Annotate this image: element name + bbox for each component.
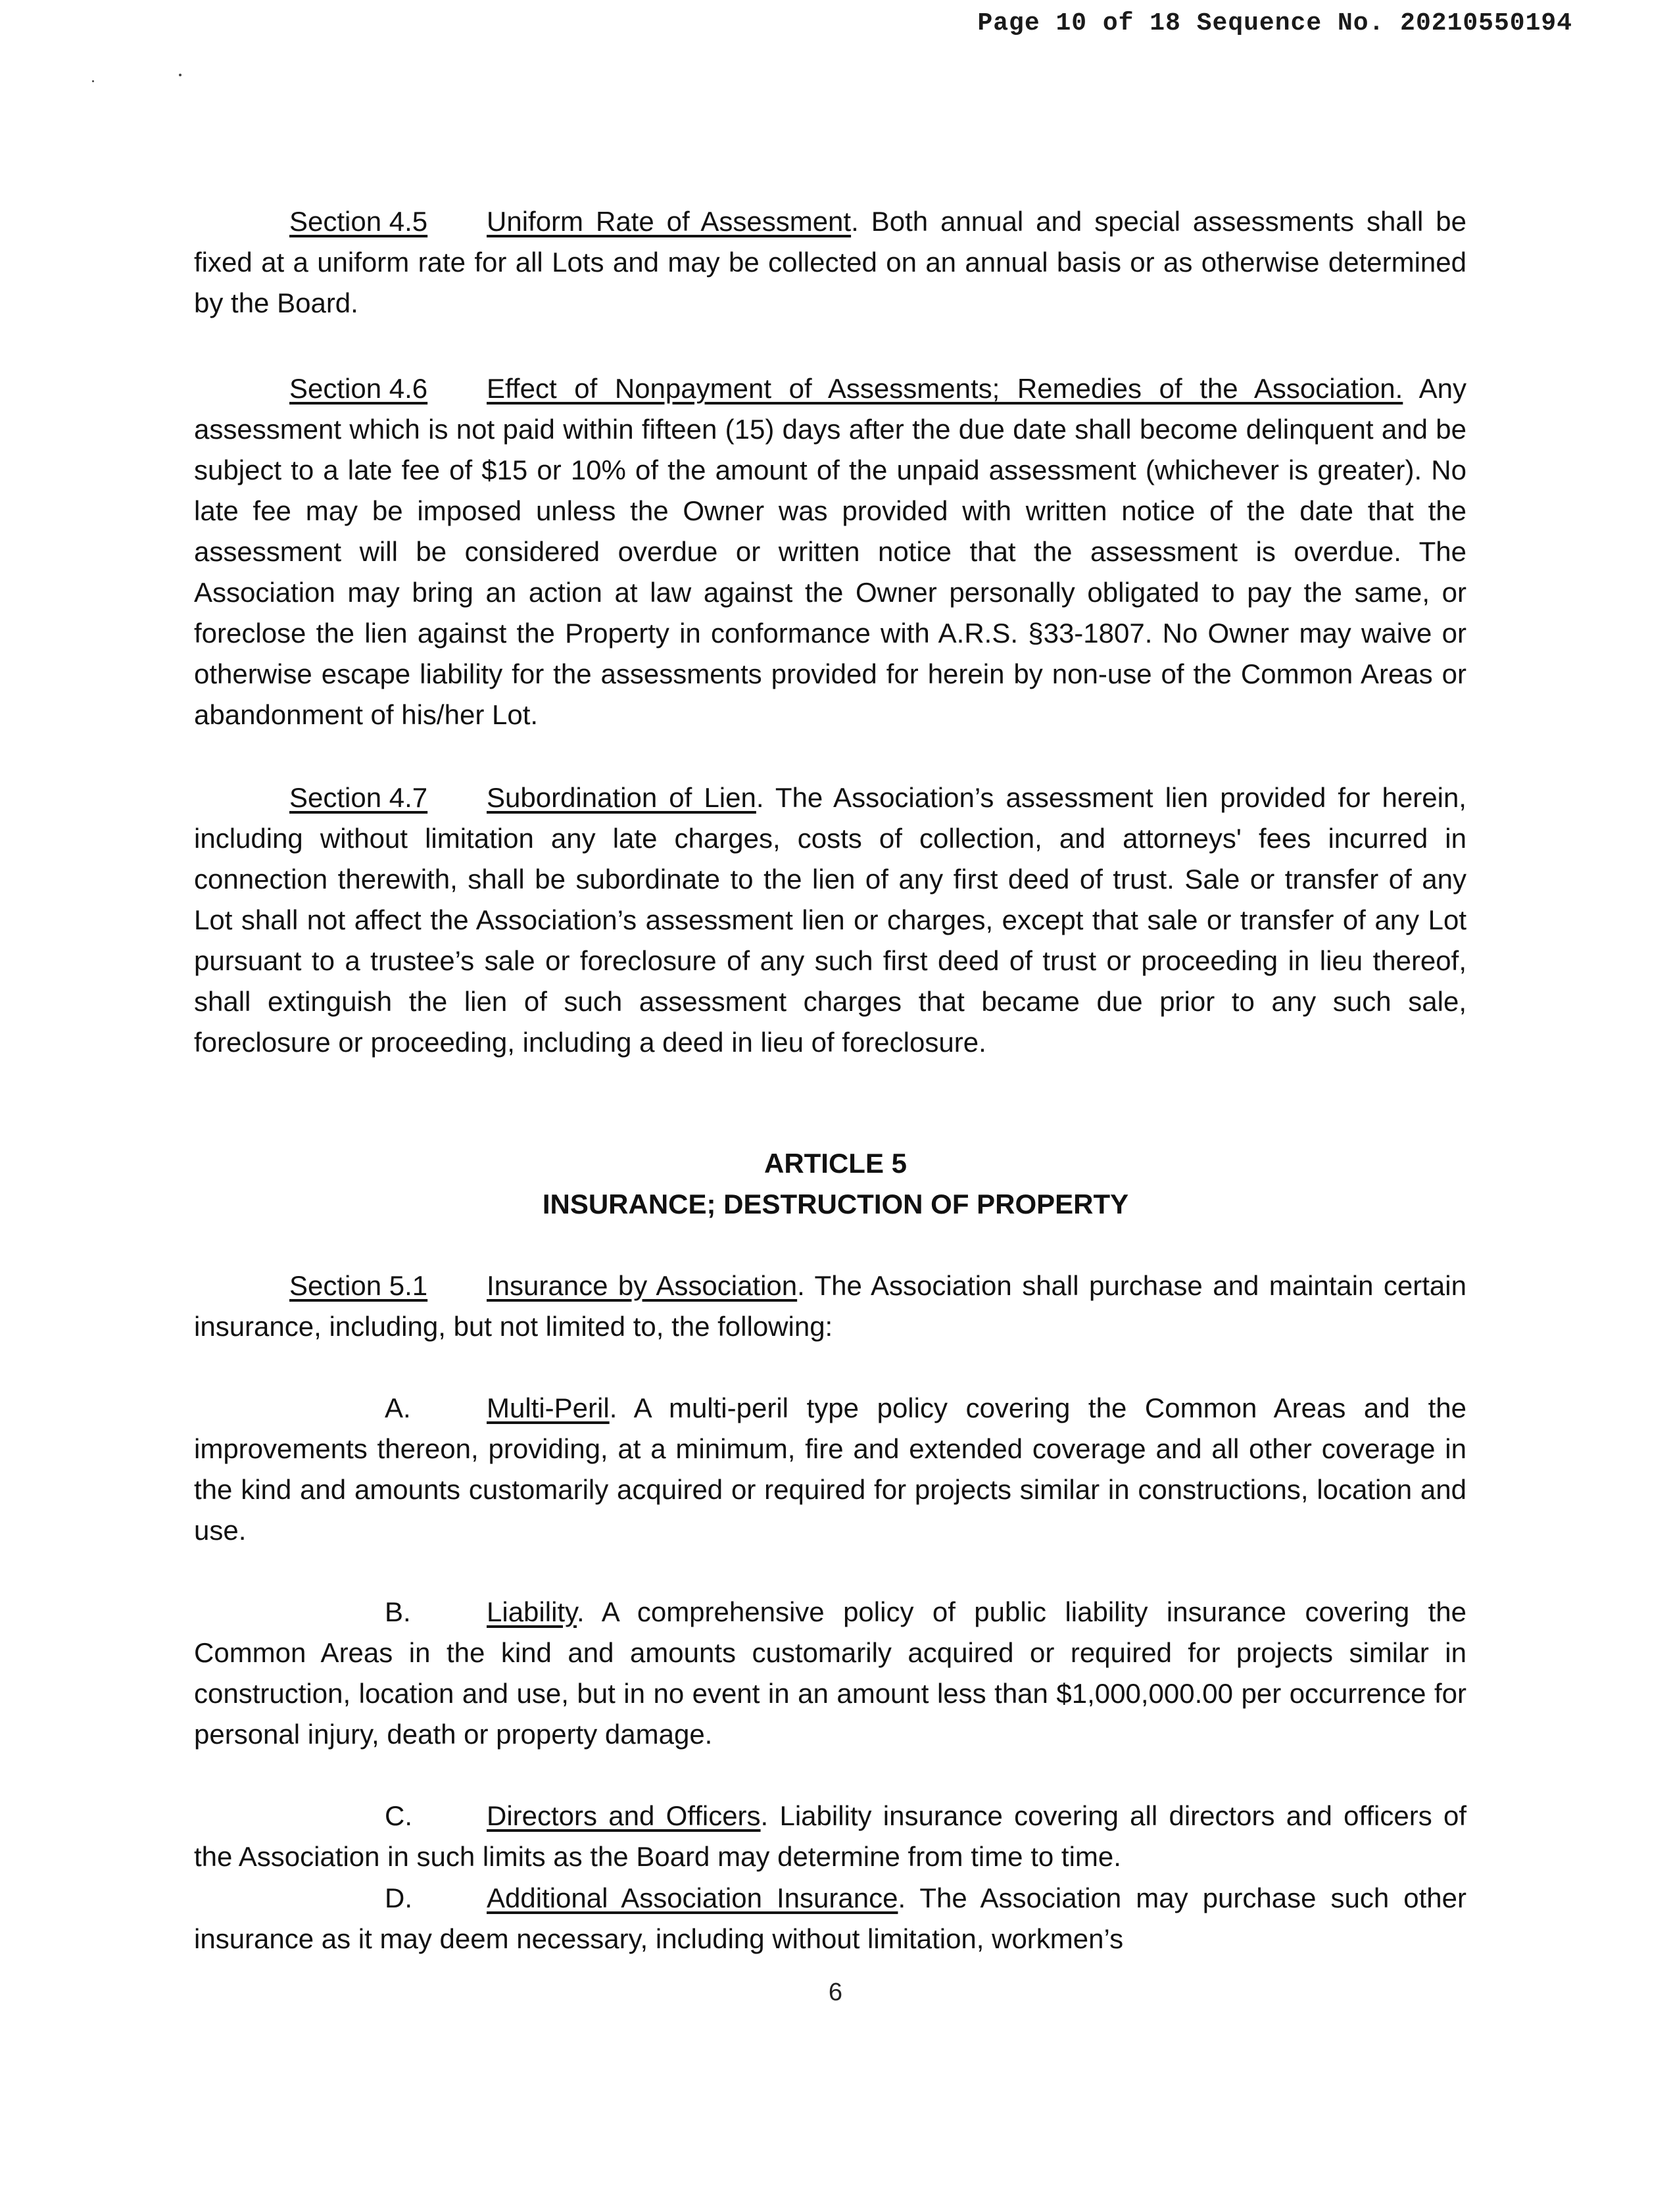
item-body: . A comprehensive policy of public liability insurance covering the Common Areas in the kind and amounts customarily acquired or required for projects similar in construction, location and use, but in no event in an amount less than $1,000,000.00 per occurrence for personal injury, death or property damage.: [194, 1596, 1466, 1750]
section-label: Section 4.5: [289, 206, 428, 237]
section-label: Section 5.1: [289, 1270, 428, 1301]
item-title: Multi-Peril: [487, 1392, 610, 1423]
paragraph: [194, 777, 1466, 1063]
section-title: Uniform Rate of Assessment: [487, 206, 852, 237]
item-title: Directors and Officers: [487, 1800, 761, 1831]
item-label: B.: [385, 1596, 411, 1627]
paragraph: [194, 1388, 1466, 1551]
item-body: . Liability insurance covering all directors and officers of the Association in such limits as the Board may determine from time to time.: [194, 1800, 1467, 1872]
section-title: Subordination of Lien: [487, 782, 756, 813]
section-4-5: [194, 201, 1466, 324]
item-c: [194, 1796, 1466, 1877]
paragraph: [194, 1878, 1466, 1959]
paragraph: [194, 368, 1466, 735]
item-body: . The Association may purchase such other insurance as it may deem necessary, including without limitation, workmen’s: [194, 1882, 1466, 1954]
article-number: ARTICLE 5: [763, 1148, 907, 1179]
item-label: D.: [385, 1882, 412, 1913]
section-title: Insurance by Association: [487, 1270, 798, 1301]
section-5-1: [194, 1266, 1466, 1347]
section-title: Effect of Nonpayment of Assessments; Remedies of the Association.: [487, 373, 1403, 404]
section-4-7: [194, 777, 1466, 1063]
item-body: . A multi-peril type policy covering the Common Areas and the improvements thereon, providing, at a minimum, fire and extended coverage and all other coverage in the kind and amounts customarily acquired or required for projects similar in constructions, location and use.: [194, 1392, 1466, 1546]
item-title: Additional Association Insurance: [487, 1882, 898, 1913]
item-title: Liability: [487, 1596, 577, 1627]
article-title: INSURANCE; DESTRUCTION OF PROPERTY: [542, 1189, 1129, 1219]
item-b: [194, 1592, 1466, 1755]
paragraph: [194, 1266, 1466, 1347]
item-d: [194, 1878, 1466, 1959]
item-label: C.: [385, 1800, 412, 1831]
section-body: . The Association’s assessment lien provided for herein, including without limitation any late charges, costs of collection, and attorneys' fees incurred in connection therewith, shall be subordinate to the lien of any first deed of trust. Sale or transfer of any Lot shall not affect the Association’s assessment lien or charges, except that sale or transfer of any Lot pursuant to a trustee’s sale or foreclosure of any such first deed of trust or proceeding in lieu thereof, shall extinguish the lien of such assessment charges that became due prior to any such sale, foreclosure or proceeding, including a deed in lieu of foreclosure.: [194, 782, 1466, 1058]
paragraph: [194, 1592, 1466, 1755]
item-a: [194, 1388, 1466, 1551]
section-body: . Both annual and special assessments shall be fixed at a uniform rate for all Lots and may be collected on an annual basis or as otherwise determined by the Board.: [194, 206, 1466, 318]
paragraph: [194, 201, 1466, 324]
item-label: A.: [385, 1392, 411, 1423]
scan-speck: [179, 74, 182, 76]
paragraph: [194, 1796, 1466, 1877]
section-label: Section 4.6: [289, 373, 428, 404]
page-number: 6: [828, 1979, 843, 2006]
section-body: Any assessment which is not paid within fifteen (15) days after the due date shall become delinquent and be subject to a late fee of $15 or 10% of the amount of the unpaid assessment (whichever is greater). No late fee may be imposed unless the Owner was provided with written notice of the date that the assessment will be considered overdue or written notice that the assessment is overdue. The Association may bring an action at law against the Owner personally obligated to pay the same, or foreclose the lien against the Property in conformance with A.R.S. §33-1807. No Owner may waive or otherwise escape liability for the assessments provided for herein by non-use of the Common Areas or abandonment of his/her Lot.: [194, 373, 1466, 730]
section-4-6: [194, 368, 1466, 735]
page-sequence-header: Page 10 of 18 Sequence No. 20210550194: [977, 9, 1572, 37]
section-label: Section 4.7: [289, 782, 428, 813]
scan-speck: [92, 80, 94, 82]
section-body: . The Association shall purchase and maintain certain insurance, including, but not limited to, the following:: [194, 1270, 1466, 1342]
